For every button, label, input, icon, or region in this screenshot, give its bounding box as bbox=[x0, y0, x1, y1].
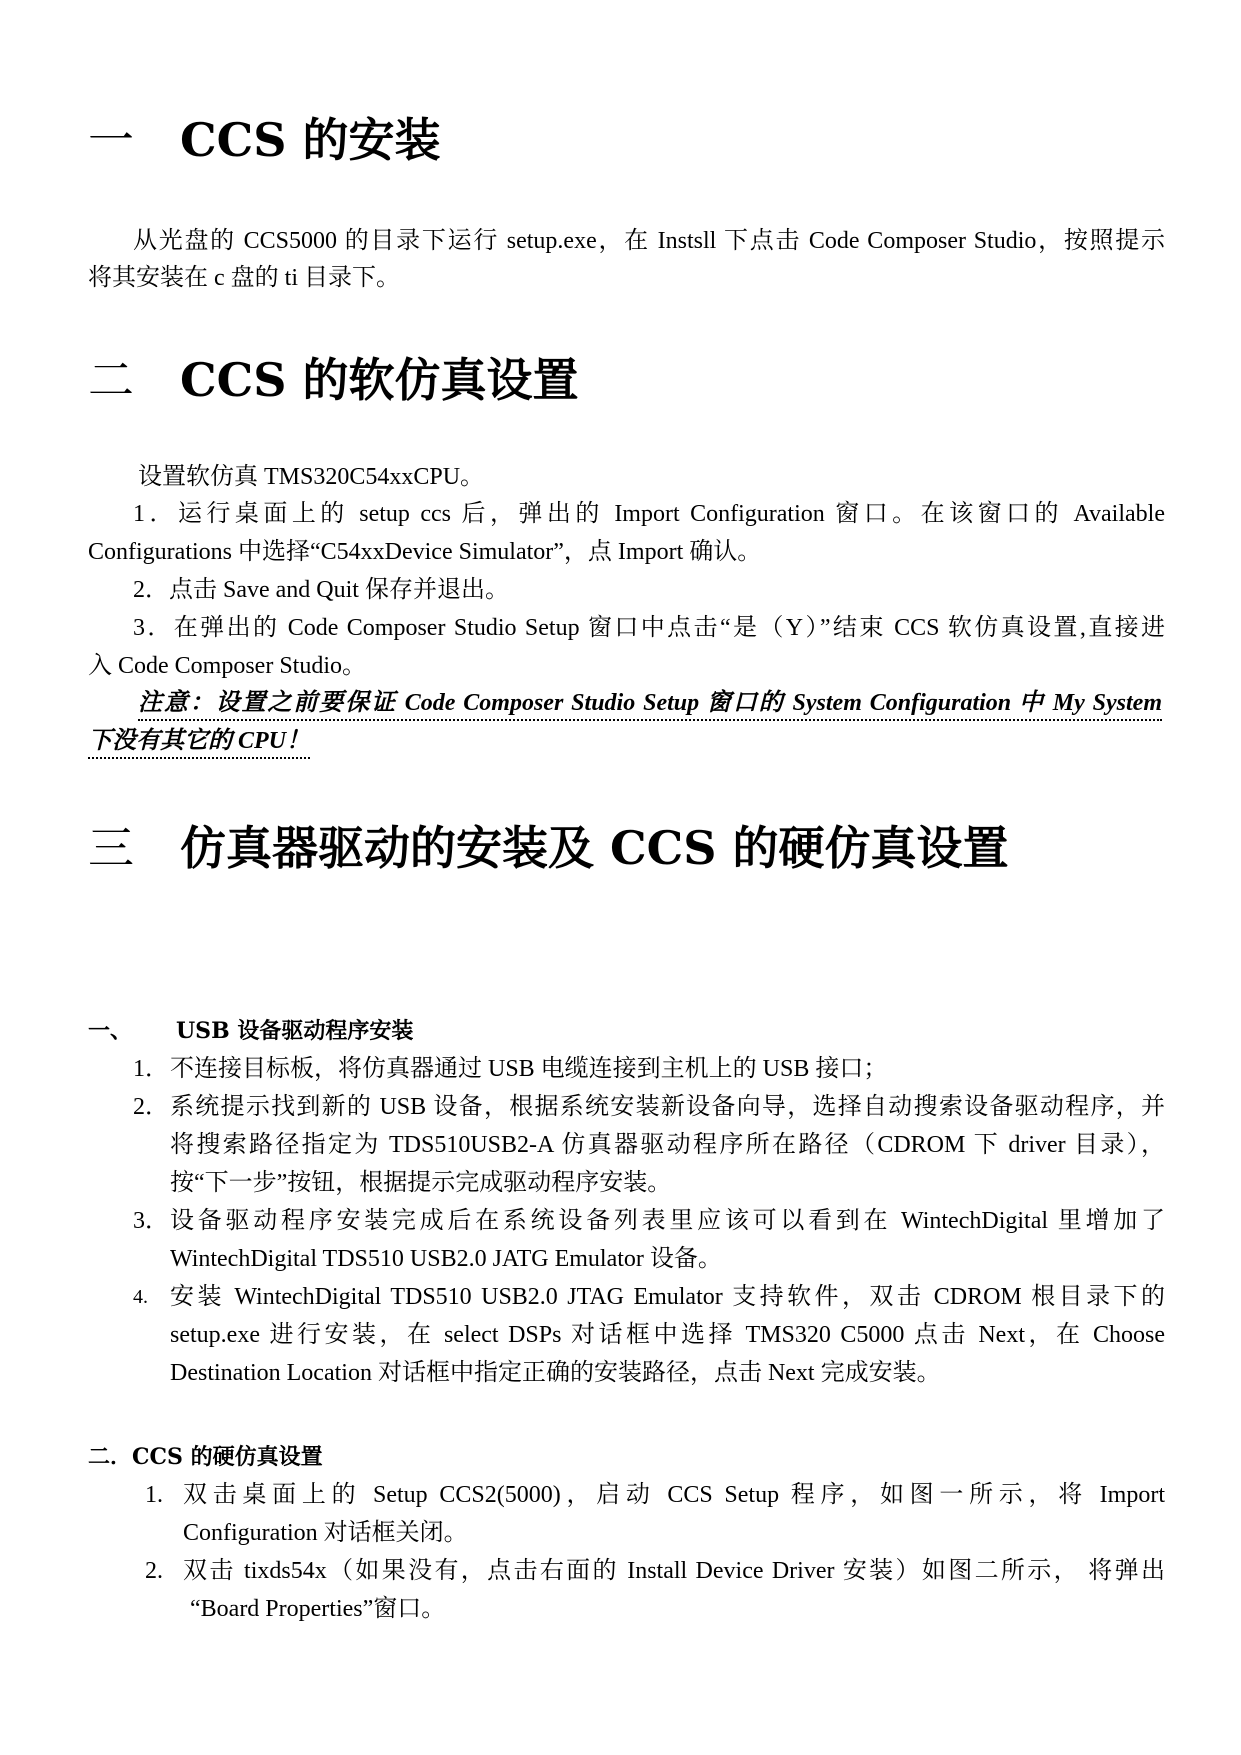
subsection-number: 一、 bbox=[88, 1018, 133, 1044]
list-item-line: 安装 WintechDigital TDS510 USB2.0 JTAG Emulator 支持软件，双击 CDROM 根目录下的 bbox=[170, 1284, 1165, 1310]
list-item-line: Configuration 对话框关闭。 bbox=[183, 1520, 468, 1546]
list-item-line: 双击桌面上的 Setup CCS2(5000)，启动 CCS Setup 程序，如图一所示，将 Import bbox=[183, 1482, 1165, 1508]
s2-step3-line1: 3．在弹出的 Code Composer Studio Setup 窗口中点击“是（Y）”结束 CCS 软仿真设置,直接进 bbox=[133, 615, 1165, 641]
s2-step1-line1: 1．运行桌面上的 setup ccs 后，弹出的 Import Configuration 窗口。在该窗口的 Available bbox=[133, 501, 1165, 527]
list-item-number: 2. bbox=[145, 1558, 163, 1584]
list-item-number: 3． bbox=[133, 1208, 169, 1234]
list-item-line: 双击 tixds54x（如果没有，点击右面的 Install Device Driver 安装）如图二所示， 将弹出 bbox=[183, 1558, 1165, 1584]
list-item-line: 设备驱动程序安装完成后在系统设备列表里应该可以看到在 WintechDigital 里增加了 bbox=[170, 1208, 1165, 1234]
s2-intro: 设置软仿真 TMS320C54xxCPU。 bbox=[138, 464, 485, 490]
s2-note-line2: 下没有其它的 CPU！ bbox=[88, 726, 310, 759]
subsection-title: USB 设备驱动程序安装 bbox=[176, 1018, 414, 1044]
section-heading-1 bbox=[88, 112, 440, 168]
section-title: CCS 的安装 bbox=[180, 113, 441, 167]
s2-note-line1: 注意：设置之前要保证 Code Composer Studio Setup 窗口的 System Configuration 中 My System bbox=[138, 688, 1162, 721]
s1-paragraph-line1: 从光盘的 CCS5000 的目录下运行 setup.exe，在 Instsll 下点击 Code Composer Studio，按照提示 bbox=[133, 228, 1165, 254]
list-item-line: WintechDigital TDS510 USB2.0 JATG Emulator 设备。 bbox=[170, 1246, 722, 1272]
subsection-heading-1 bbox=[88, 1016, 413, 1046]
list-item-number: 1. bbox=[145, 1482, 163, 1508]
section-number: 二 bbox=[88, 353, 134, 407]
list-item-line: 系统提示找到新的 USB 设备，根据系统安装新设备向导，选择自动搜索设备驱动程序，并 bbox=[170, 1094, 1165, 1120]
list-item-line: 按“下一步”按钮，根据提示完成驱动程序安装。 bbox=[170, 1170, 672, 1196]
section-title: 仿真器驱动的安装及 CCS 的硬仿真设置 bbox=[180, 821, 1009, 875]
section-heading-3 bbox=[88, 820, 1008, 876]
list-item-line: 将搜索路径指定为 TDS510USB2-A 仿真器驱动程序所在路径（CDROM 下 driver 目录）， bbox=[170, 1132, 1165, 1158]
list-item-line: setup.exe 进行安装，在 select DSPs 对话框中选择 TMS320 C5000 点击 Next，在 Choose bbox=[170, 1322, 1165, 1348]
list-item-line: “Board Properties”窗口。 bbox=[190, 1596, 446, 1622]
list-item-number: 1． bbox=[133, 1056, 169, 1082]
s2-step1-line2: Configurations 中选择“C54xxDevice Simulator”，点 Import 确认。 bbox=[88, 539, 762, 565]
list-item-number: 4. bbox=[133, 1286, 148, 1308]
subsection-heading-2: 二．CCS 的硬仿真设置 bbox=[88, 1444, 323, 1470]
list-item-line: Destination Location 对话框中指定正确的安装路径，点击 Next 完成安装。 bbox=[170, 1360, 941, 1386]
s2-step2: 2．点击 Save and Quit 保存并退出。 bbox=[133, 577, 509, 603]
s2-step3-line2: 入 Code Composer Studio。 bbox=[88, 653, 367, 679]
s1-paragraph-line2: 将其安装在 c 盘的 ti 目录下。 bbox=[88, 265, 400, 291]
section-heading-2 bbox=[88, 352, 578, 408]
section-number: 一 bbox=[88, 113, 134, 167]
list-item-line: 不连接目标板，将仿真器通过 USB 电缆连接到主机上的 USB 接口； bbox=[170, 1056, 888, 1082]
section-number: 三 bbox=[88, 821, 134, 875]
section-title: CCS 的软仿真设置 bbox=[180, 353, 579, 407]
list-item-number: 2． bbox=[133, 1094, 169, 1120]
